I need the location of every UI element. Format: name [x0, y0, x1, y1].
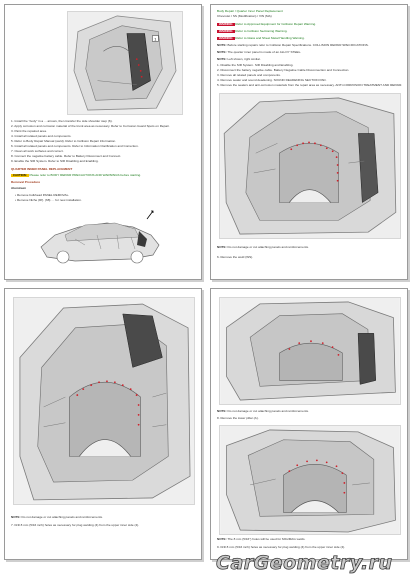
note-row — [217, 43, 403, 47]
note-row — [217, 537, 403, 541]
warning-badge: WARNING — [219, 22, 233, 26]
manual-page-2 — [210, 4, 408, 280]
lower-pillar-figure — [219, 297, 401, 405]
subheading: Aluminum — [11, 186, 27, 190]
step-text: 8. Connect the negative battery cable. Refer to Battery Disconnect and Connect. — [11, 154, 122, 158]
step-text: 1. Disable the SIR System. SIR Disabling and Enabling. — [217, 63, 294, 67]
header-link[interactable]: Body Repair / Quarter Inner Panel Replacement — [217, 9, 283, 13]
note-label: NOTE: — [217, 537, 227, 541]
warning-badge: WARNING — [219, 29, 233, 33]
note-label: NOTE: — [217, 50, 227, 54]
step-text: 9. Enable the SIR System. Refer to SIR Disabling and Enabling. — [11, 159, 99, 163]
note-text: Before starting repairs refer to Collision Repair Specifications. COLLISION REPAIR SPECIFICATIONS. — [227, 43, 369, 47]
bullet-item: • Remove Niche (Rf). (68) … for new installation. — [15, 198, 82, 202]
bullet-item: • Remove bulkhead PANEL REMOVAL. — [15, 193, 70, 197]
removal-title: Removal Procedure — [11, 180, 41, 184]
warning-row — [217, 22, 403, 26]
note-row — [11, 515, 197, 519]
note-row — [217, 50, 403, 54]
step-text: 7. Drill 8 mm (5/16 inch) holes as necessary for plug welding (4) from the upper inner side (4). — [11, 523, 140, 527]
note-text: Do not damage or cut attaching panels and reinforcements. — [227, 409, 309, 413]
quarter-panel-figure — [67, 11, 183, 115]
warning-link[interactable]: Refer to Collision Sectioning Warning. — [235, 29, 288, 33]
step-text: 3. Paint the repaired area. — [11, 129, 47, 133]
note-label: NOTE: — [217, 43, 227, 47]
note-label: NOTE: — [217, 409, 227, 413]
step-text: 2. Disconnect the battery negative cable. Battery Negative Cable Disconnection and Connection. — [217, 68, 350, 72]
note-label: NOTE: — [217, 57, 227, 61]
note-row — [217, 57, 403, 61]
manual-page-4 — [210, 288, 408, 560]
note-text: Left shown, right similar. — [227, 57, 261, 61]
manual-page-3 — [4, 288, 202, 560]
note-label: NOTE: — [217, 245, 227, 249]
note-row — [217, 409, 403, 413]
note-label: NOTE: — [11, 515, 21, 519]
quarter-inner-figure — [219, 93, 401, 239]
caution-label: CAUTION: — [13, 173, 27, 177]
step-text: 4. Remove sealer and sound deadening. SOUND DEADENING SECTION PAD. — [217, 78, 327, 82]
step-text: 6. Install all related panels and components. Refer to Information Clarification and Correction. — [11, 144, 139, 148]
note-text: The 8 mm (5/16") holes will be used for MIG/MAG welds. — [227, 537, 306, 541]
warning-link[interactable]: Refer to Glass and Sheet Metal Handling Warning. — [235, 36, 305, 40]
figure-callout: 1 — [154, 36, 157, 42]
step-text: 6. Remove the weld (WS). — [217, 255, 254, 259]
header-sub: Chevrolet / SS (Modification) / VIN (MA) — [217, 14, 272, 18]
caution-link[interactable]: Please refer to BODY REPAIR PRECAUTIONS AND WARNINGS before starting. — [29, 173, 142, 177]
step-text: 2. Apply corrosion and corrosion material of the trunk area as necessary. Refer to Corrosion Guard Spots on Repair. — [11, 124, 170, 128]
step-text: 9. Drill 8 mm (5/16 inch) holes as necessary for plug welding (4) from the upper inner side (4). — [217, 545, 346, 549]
step-text: 5. Remove the sealers and anti-corrosion materials from the repair area as necessary. ANTI-CORROSION TREATMENT AND REPAIR. — [217, 83, 403, 87]
step-text: 5. Refer to Body Repair Manual (weld). Refer to Collision Repair Information. — [11, 139, 117, 143]
section-title: QUARTER INNER PANEL REPLACEMENT — [11, 167, 73, 171]
warning-row — [217, 29, 403, 33]
manual-page-1 — [4, 4, 202, 280]
step-text: 7. Clean all work surfaces and correct. — [11, 149, 64, 153]
caution-row — [11, 173, 197, 177]
step-text: 3. Remove all related panels and components. — [217, 73, 281, 77]
watermark-logo: CarGeometry.ru — [216, 552, 393, 574]
vehicle-body-figure — [35, 205, 165, 269]
step-text: 1. Install the “body” in a ... arrows, then transfer the side shoulder step (6). — [11, 119, 113, 123]
note-row — [217, 245, 403, 249]
step-text: 4. Install all related panels and components. — [11, 134, 72, 138]
step-text: 8. Remove the lower pillar (A). — [217, 416, 259, 420]
warning-row — [217, 36, 403, 40]
note-text: The quarter inner panel is made of an ALLOY STEEL. — [227, 50, 302, 54]
warning-badge: WARNING — [219, 36, 233, 40]
quarter-weld-figure — [13, 297, 195, 505]
note-text: Do not damage or cut attaching panels and reinforcements. — [21, 515, 103, 519]
note-text: Do not damage or cut attaching panels and reinforcements. — [227, 245, 309, 249]
warning-link[interactable]: Refer to Approved Equipment for Collision Repair Warning. — [235, 22, 317, 26]
plug-weld-figure — [219, 425, 401, 535]
